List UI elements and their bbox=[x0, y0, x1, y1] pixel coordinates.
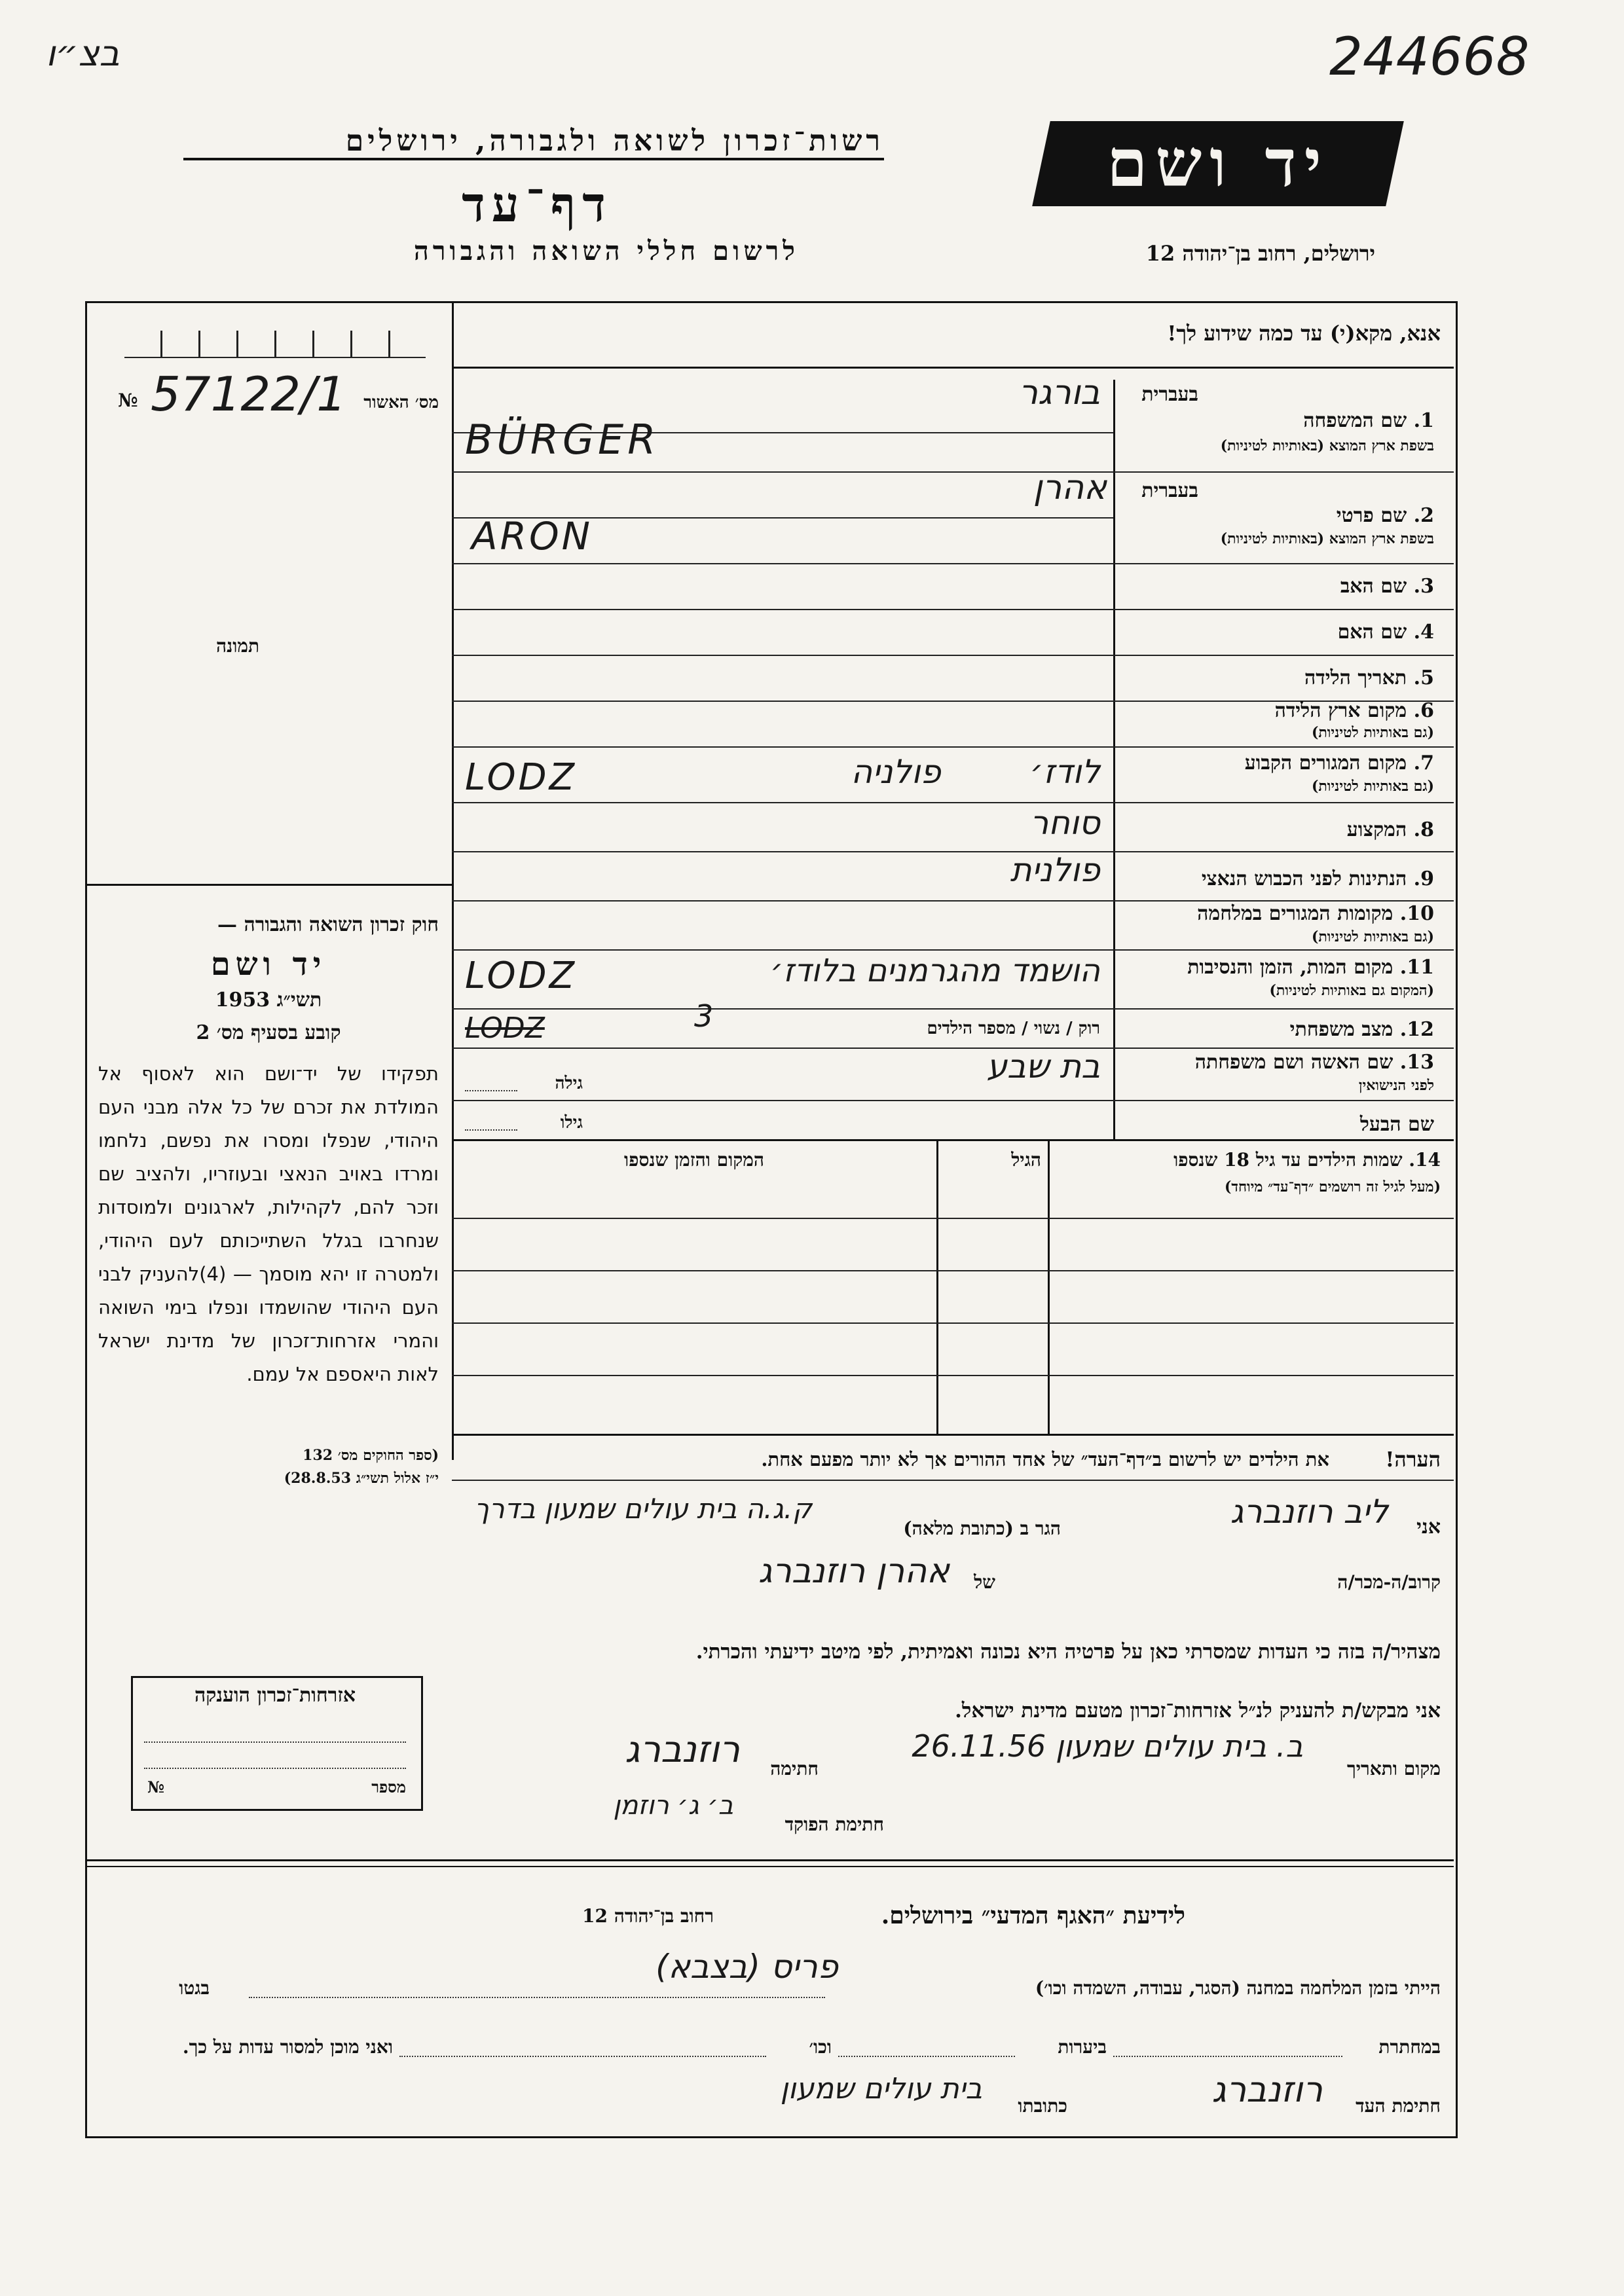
children-sub: (מעל לגיל זה רושמים ״דף־עד״ מיוחד) bbox=[1224, 1178, 1441, 1195]
address: ירושלים, רחוב בן־יהודה 12 bbox=[1145, 241, 1375, 266]
row-line bbox=[452, 802, 1454, 803]
husband-age-line bbox=[465, 1129, 517, 1131]
law-source: (ספר החוקים מס׳ 132 bbox=[303, 1447, 439, 1464]
top-left-annotation: בצ״ו bbox=[46, 33, 120, 74]
logo-text: יד ושם bbox=[1107, 124, 1329, 202]
bottom-ready: ואני מוכן למסור עדות על כך. bbox=[182, 2036, 393, 2058]
bottom-address-value: בית עולים שמעון bbox=[780, 2072, 982, 2105]
field-7-latin-value: LODZ bbox=[465, 756, 578, 799]
field-3-label: 3. שם האב bbox=[1340, 575, 1434, 598]
top-right-number: 244668 bbox=[1329, 26, 1530, 87]
field-7-label: 7. מקום המגורים הקבוע bbox=[1244, 752, 1434, 774]
field-5-label: 5. תאריך הלידה bbox=[1304, 666, 1434, 689]
bottom-address-label: כתובתו bbox=[1018, 2095, 1067, 2117]
bottom-etc-dots bbox=[399, 2056, 766, 2057]
field-1-sub: בשפת ארץ המוצא (באותיות לטיניות) bbox=[1220, 437, 1434, 454]
field-2-heb-tag: בעברית bbox=[1141, 479, 1198, 502]
law-box-top bbox=[85, 884, 452, 886]
bottom-forests-dots bbox=[838, 2056, 1015, 2057]
field-11-sub: (המקום גם באותיות לטיניות) bbox=[1269, 982, 1434, 999]
decl-signature-label: חתימה bbox=[770, 1758, 819, 1779]
certificate-line-2 bbox=[144, 1768, 406, 1769]
bottom-underground-dots bbox=[1113, 2056, 1342, 2057]
decl-of-label: של bbox=[974, 1571, 995, 1593]
law-source2: י״ז אלול תשי״ג 28.8.53) bbox=[284, 1470, 439, 1487]
form-subtitle: לרשום חללי השואה והגבורה bbox=[413, 236, 799, 266]
law-name: יד ושם bbox=[210, 946, 327, 983]
bottom-witness-sig-label: חתימת העד bbox=[1356, 2095, 1441, 2117]
left-column-divider bbox=[452, 301, 454, 1460]
row-line bbox=[452, 1100, 1454, 1101]
field-13-value: בת שבע bbox=[986, 1048, 1100, 1085]
bottom-line1-dots bbox=[249, 1997, 825, 1998]
field-12-label: 12. מצב משפחתי bbox=[1289, 1018, 1434, 1041]
field-9-value: פולנית bbox=[1010, 851, 1100, 889]
husband-label: שם הבעל bbox=[1359, 1113, 1434, 1136]
note-line bbox=[452, 1480, 1454, 1481]
children-table-bottom bbox=[452, 1434, 1454, 1436]
field-7-sub: (גם באותיות לטיניות) bbox=[1311, 778, 1434, 795]
reg-number: 57122/1 bbox=[151, 367, 347, 422]
row-line bbox=[452, 949, 1454, 951]
bottom-heading: לידיעת ״האגף המדעי״ בירושלים. bbox=[881, 1902, 1185, 1929]
note-label: הערה! bbox=[1385, 1447, 1441, 1472]
field-2-label: 2. שם פרטי bbox=[1336, 504, 1434, 527]
decl-place-date-label: מקום ותאריך bbox=[1346, 1758, 1441, 1779]
row-line bbox=[452, 900, 1454, 902]
law-clause: קובע בסעיף מס׳ 2 bbox=[196, 1021, 341, 1044]
certificate-title: אזרחות־זכרון הוענקה bbox=[194, 1684, 356, 1707]
bottom-line1-end: בגטו bbox=[179, 1977, 210, 1999]
field-13-age-line bbox=[465, 1090, 517, 1091]
row-line bbox=[452, 655, 1454, 656]
bottom-line1: הייתי בזמן המלחמה במחנה (הסגר, עבודה, השמדה וכו׳) bbox=[1035, 1977, 1441, 1999]
please-note: אנא, מקא(י) עד כמה שידוע לך! bbox=[1167, 321, 1441, 346]
field-2-heb-value: אהרן bbox=[1033, 468, 1107, 507]
field-2-latin-value: ARON bbox=[471, 514, 593, 558]
bottom-witness-sig-value: רוזנברג bbox=[1211, 2069, 1323, 2110]
decl-signature-value: רוזנברג bbox=[625, 1728, 740, 1771]
husband-age-label: גילו bbox=[560, 1113, 583, 1133]
children-col-divider bbox=[936, 1139, 938, 1434]
row-line bbox=[452, 1008, 1454, 1010]
field-12-struck: LODZ bbox=[465, 1011, 545, 1045]
form-title: דף־עד bbox=[462, 177, 612, 233]
decl-i-label: אני bbox=[1416, 1516, 1441, 1539]
field-8-label: 8. המקצוע bbox=[1346, 818, 1434, 841]
children-row-line bbox=[452, 1218, 1454, 1219]
field-8-value: סוחר bbox=[1030, 804, 1100, 842]
field-10-sub: (גם באותיות לטיניות) bbox=[1311, 928, 1434, 945]
field-7-heb-value: לודז׳ פולניה bbox=[851, 753, 1100, 791]
field-6-label: 6. מקום ארץ הלידה bbox=[1274, 699, 1434, 722]
reg-label: מס׳ האשור bbox=[363, 393, 439, 412]
decl-official-value: ב׳ ג׳ רוזמן bbox=[613, 1791, 733, 1821]
children-row-line bbox=[452, 1375, 1454, 1376]
row-line bbox=[452, 746, 1454, 748]
law-year: תשי״ג 1953 bbox=[215, 989, 322, 1011]
field-1-label: 1. שם המשפחה bbox=[1303, 409, 1434, 432]
decl-address-value: ק.ג.ה בית עולים שמעון בדרך bbox=[474, 1493, 812, 1525]
field-11-label: 11. מקום המות, הזמן והנסיבות bbox=[1187, 956, 1434, 979]
reg-no-sign: № bbox=[118, 390, 138, 411]
field-12-status-options: רוק / נשוי / מספר הילדים bbox=[927, 1019, 1100, 1038]
decl-statement: מצהיר/ה בזה כי העדות שמסרתי כאן על פרטיה היא נכונה ואמיתית, לפי מיטב ידיעתי והכרתי. bbox=[695, 1640, 1441, 1664]
top-row-line bbox=[452, 367, 1454, 369]
bottom-forests: ביערות bbox=[1058, 2036, 1107, 2058]
law-text: תפקידו של יד־ושם הוא לאסוף אל המולדת את זכרם של כל אלה מבני העם היהודי, שנפלו ומסרו את נפשם, נלחמו ומרדו באויב הנאצי ובעוזריו, ולהציב שם וזכר להם, לקהילות, לארגונים ולמוסדות שנחרבו בגלל השתייכותם לעם היהודי, ולמטרה זו יהא מוסמך — (4)להעניק לבני העם היהודי שהושמדו ונפלו בימי השואה והמרי אזרחות־זכרון של מדינת ישראל לאות היאספם אל עמם. bbox=[98, 1063, 439, 1385]
decl-resides: הגר ב (כתובת מלאה) bbox=[903, 1518, 1061, 1539]
bottom-line1-value: פריס (בצבא) bbox=[655, 1948, 838, 1986]
field-1-heb-value: בורגר bbox=[1018, 373, 1100, 412]
reg-ticks bbox=[124, 331, 426, 358]
bottom-etc: וכו׳ bbox=[809, 2036, 832, 2058]
children-col-age: הגיל bbox=[1011, 1149, 1041, 1171]
field-9-label: 9. הנתינות לפני הכבוש הנאצי bbox=[1201, 867, 1434, 890]
authority-title: רשות־זכרון לשואה ולגבורה, ירושלים bbox=[183, 124, 884, 160]
bottom-heading-addr: רחוב בן־יהודה 12 bbox=[582, 1905, 714, 1927]
decl-official-label: חתימת הפוקד bbox=[784, 1813, 884, 1835]
row-line bbox=[452, 563, 1454, 564]
row-line bbox=[452, 1139, 1454, 1141]
certificate-no-sign: № bbox=[147, 1777, 165, 1796]
decl-relative-label: קרוב/ה-מכר/ה bbox=[1337, 1571, 1441, 1593]
field-12-children: 3 bbox=[694, 998, 714, 1034]
decl-of-value: אהרן רוזנברג bbox=[758, 1552, 950, 1591]
field-1-heb-tag: בעברית bbox=[1141, 383, 1198, 406]
certificate-line-1 bbox=[144, 1741, 406, 1743]
field-1-latin-value: BÜRGER bbox=[465, 416, 660, 464]
field-11-heb-value: הושמד מהגרמנים בלודז׳ bbox=[770, 953, 1100, 989]
note-text: את הילדים יש לרשום ב״דף־העד״ של אחד ההורים אך לא יותר מפעם אחת. bbox=[761, 1448, 1329, 1470]
field-2-sub: בשפת ארץ המוצא (באותיות לטיניות) bbox=[1220, 530, 1434, 547]
children-row-line bbox=[452, 1270, 1454, 1271]
law-title: חוק זכרון השואה והגבורה — bbox=[217, 913, 439, 936]
certificate-number-label: מספר bbox=[371, 1777, 406, 1796]
children-row-line bbox=[452, 1322, 1454, 1324]
decl-i-value: ליב רוזנברג bbox=[1230, 1493, 1388, 1531]
bottom-separator-2 bbox=[85, 1866, 1454, 1867]
decl-place-date-value: ב. בית עולים שמעון 26.11.56 bbox=[912, 1728, 1303, 1764]
photo-label: תמונה bbox=[216, 635, 260, 657]
label-column-divider bbox=[1113, 380, 1115, 1139]
bottom-separator bbox=[85, 1859, 1454, 1861]
children-label: 14. שמות הילדים עד גיל 18 שנספו bbox=[1173, 1149, 1441, 1171]
field-4-label: 4. שם האם bbox=[1337, 621, 1434, 644]
row-line bbox=[452, 609, 1454, 610]
field-13-label: 13. שם האשה ושם משפחתה bbox=[1194, 1051, 1434, 1074]
field-6-sub: (גם באותיות לטיניות) bbox=[1311, 724, 1434, 741]
bottom-underground: במחתרת bbox=[1378, 2036, 1441, 2058]
decl-request: אני מבקש/ת להעניק לנ״ל אזרחות־זכרון מטעם מדינת ישראל. bbox=[955, 1699, 1441, 1722]
children-col-place: המקום והזמן שנספו bbox=[624, 1149, 764, 1171]
field-10-label: 10. מקומות המגורים במלחמה bbox=[1197, 902, 1434, 925]
field-11-latin-value: LODZ bbox=[465, 955, 578, 997]
field-13-sub: לפני הנישואין bbox=[1358, 1077, 1434, 1094]
children-col-divider bbox=[1048, 1139, 1050, 1434]
field-13-age-label: גילה bbox=[555, 1074, 583, 1093]
